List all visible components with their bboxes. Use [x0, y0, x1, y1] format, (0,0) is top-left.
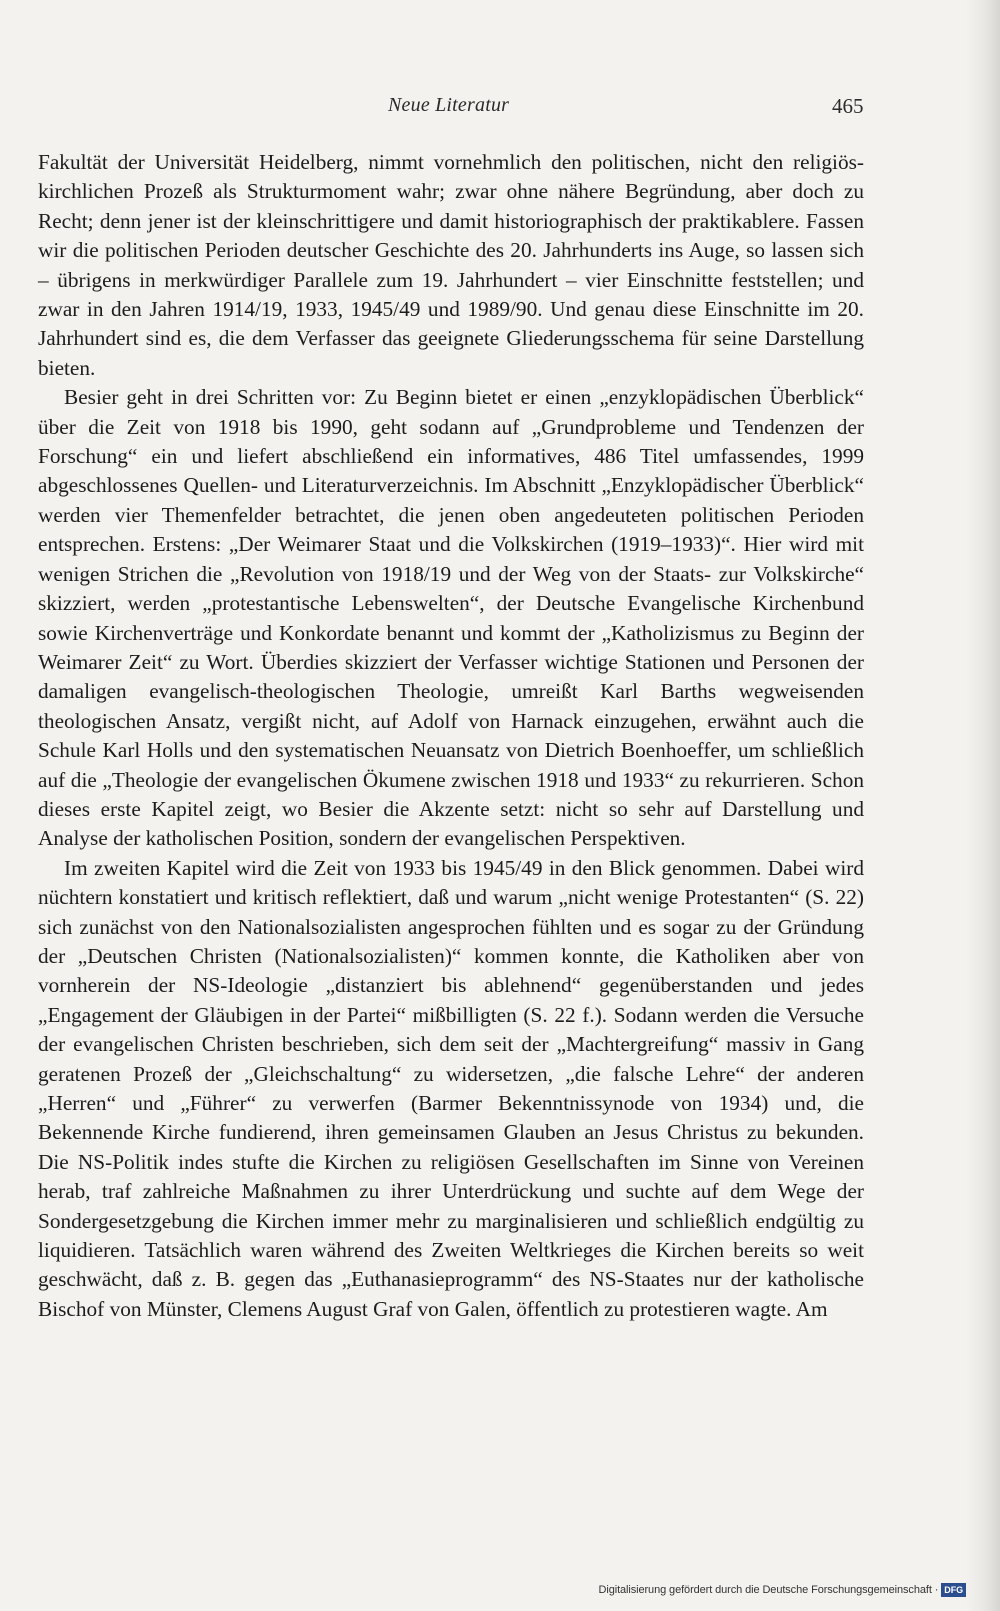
- running-title: Neue Literatur: [388, 94, 510, 116]
- page-header: [0, 94, 1000, 126]
- credit-text: Digitalisierung gefördert durch die Deutsche Forschungsgemeinschaft ·: [598, 1584, 939, 1596]
- page-spine-shadow: [966, 0, 1000, 1611]
- dfg-logo: DFG: [941, 1583, 966, 1597]
- paragraph-2: Besier geht in drei Schritten vor: Zu Beginn bietet er einen „enzyklopädischen Überblick“ über die Zeit von 1918 bis 1990, geht sodann auf „Grundprobleme und Tendenzen der Forschung“ ein und liefert abschließend ein informatives, 486 Titel umfassendes, 1999 abgeschlossenes Quellen- und Literaturverzeichnis. Im Abschnitt „Enzyklopädischer Überblick“ werden vier Themenfelder betrachtet, die jenen oben angedeuteten politischen Perioden entsprechen. Erstens: „Der Weimarer Staat und die Volkskirchen (1919–1933)“. Hier wird mit wenigen Strichen die „Revolution von 1918/19 und der Weg von der Staats- zur Volkskirche“ skizziert, werden „protestantische Lebenswelten“, der Deutsche Evangelische Kirchenbund sowie Kirchenverträge und Konkordate benannt und kommt der „Katholizismus zu Beginn der Weimarer Zeit“ zu Wort. Überdies skizziert der Verfasser wichtige Stationen und Personen der damaligen evangelisch-theologischen Theologie, umreißt Karl Barths wegweisenden theologischen Ansatz, vergißt nicht, auf Adolf von Harnack einzugehen, erwähnt auch die Schule Karl Holls und den systematischen Neuansatz von Dietrich Boenhoeffer, um schließlich auf die „Theologie der evangelischen Ökumene zwischen 1918 und 1933“ zu rekurrieren. Schon dieses erste Kapitel zeigt, wo Besier die Akzente setzt: nicht so sehr auf Darstellung und Analyse der katholischen Position, sondern der evangelischen Perspektiven.: [38, 385, 864, 851]
- body-text: [38, 148, 864, 1324]
- paragraph-3: Im zweiten Kapitel wird die Zeit von 1933 bis 1945/49 in den Blick genommen. Dabei wird nüchtern konstatiert und kritisch reflektiert, daß und warum „nicht wenige Protestanten“ (S. 22) sich zunächst von den Nationalsozialisten angesprochen fühlten und es sogar zu der Gründung der „Deutschen Christen (Nationalsozialisten)“ kommen konnte, die Katholiken aber von vornherein der NS-Ideologie „distanziert bis ablehnend“ gegenüberstanden und jedes „Engagement der Gläubigen in der Partei“ mißbilligten (S. 22 f.). Sodann werden die Versuche der evangelischen Christen beschrieben, sich dem seit der „Machtergreifung“ massiv in Gang geratenen Prozeß der „Gleichschaltung“ zu widersetzen, „die falsche Lehre“ der anderen „Herren“ und „Führer“ zu verwerfen (Barmer Bekenntnissynode von 1934) und, die Bekennende Kirche fundierend, ihren gemeinsamen Glauben an Jesus Christus zu bekunden. Die NS-Politik indes stufte die Kirchen zu religiösen Gesellschaften im Sinne von Vereinen herab, traf zahlreiche Maßnahmen zu ihrer Unterdrückung und suchte auf dem Wege der Sondergesetzgebung die Kirchen immer mehr zu marginalisieren und schließlich endgültig zu liquidieren. Tatsächlich waren während des Zweiten Weltkrieges die Kirchen bereits so weit geschwächt, daß z. B. gegen das „Euthanasieprogramm“ des NS-Staates nur der katholische Bischof von Münster, Clemens August Graf von Galen, öffentlich zu protestieren wagte. Am: [38, 855, 864, 1321]
- page-number: 465: [832, 94, 864, 118]
- digitization-credit: [599, 1579, 966, 1601]
- paragraph-1: Fakultät der Universität Heidelberg, nimmt vornehmlich den politischen, nicht den religiös-kirchlichen Prozeß als Strukturmoment wahr; zwar ohne nähere Begründung, aber doch zu Recht; denn jener ist der kleinschrittigere und damit historiographisch der praktikablere. Fassen wir die politischen Perioden deutscher Geschichte des 20. Jahrhunderts ins Auge, so lassen sich – übrigens in merkwürdiger Parallele zum 19. Jahrhundert – vier Einschnitte feststellen; und zwar in den Jahren 1914/19, 1933, 1945/49 und 1989/90. Und genau diese Einschnitte im 20. Jahrhundert sind es, die dem Verfasser das geeignete Gliederungsschema für seine Darstellung bieten.: [38, 150, 864, 380]
